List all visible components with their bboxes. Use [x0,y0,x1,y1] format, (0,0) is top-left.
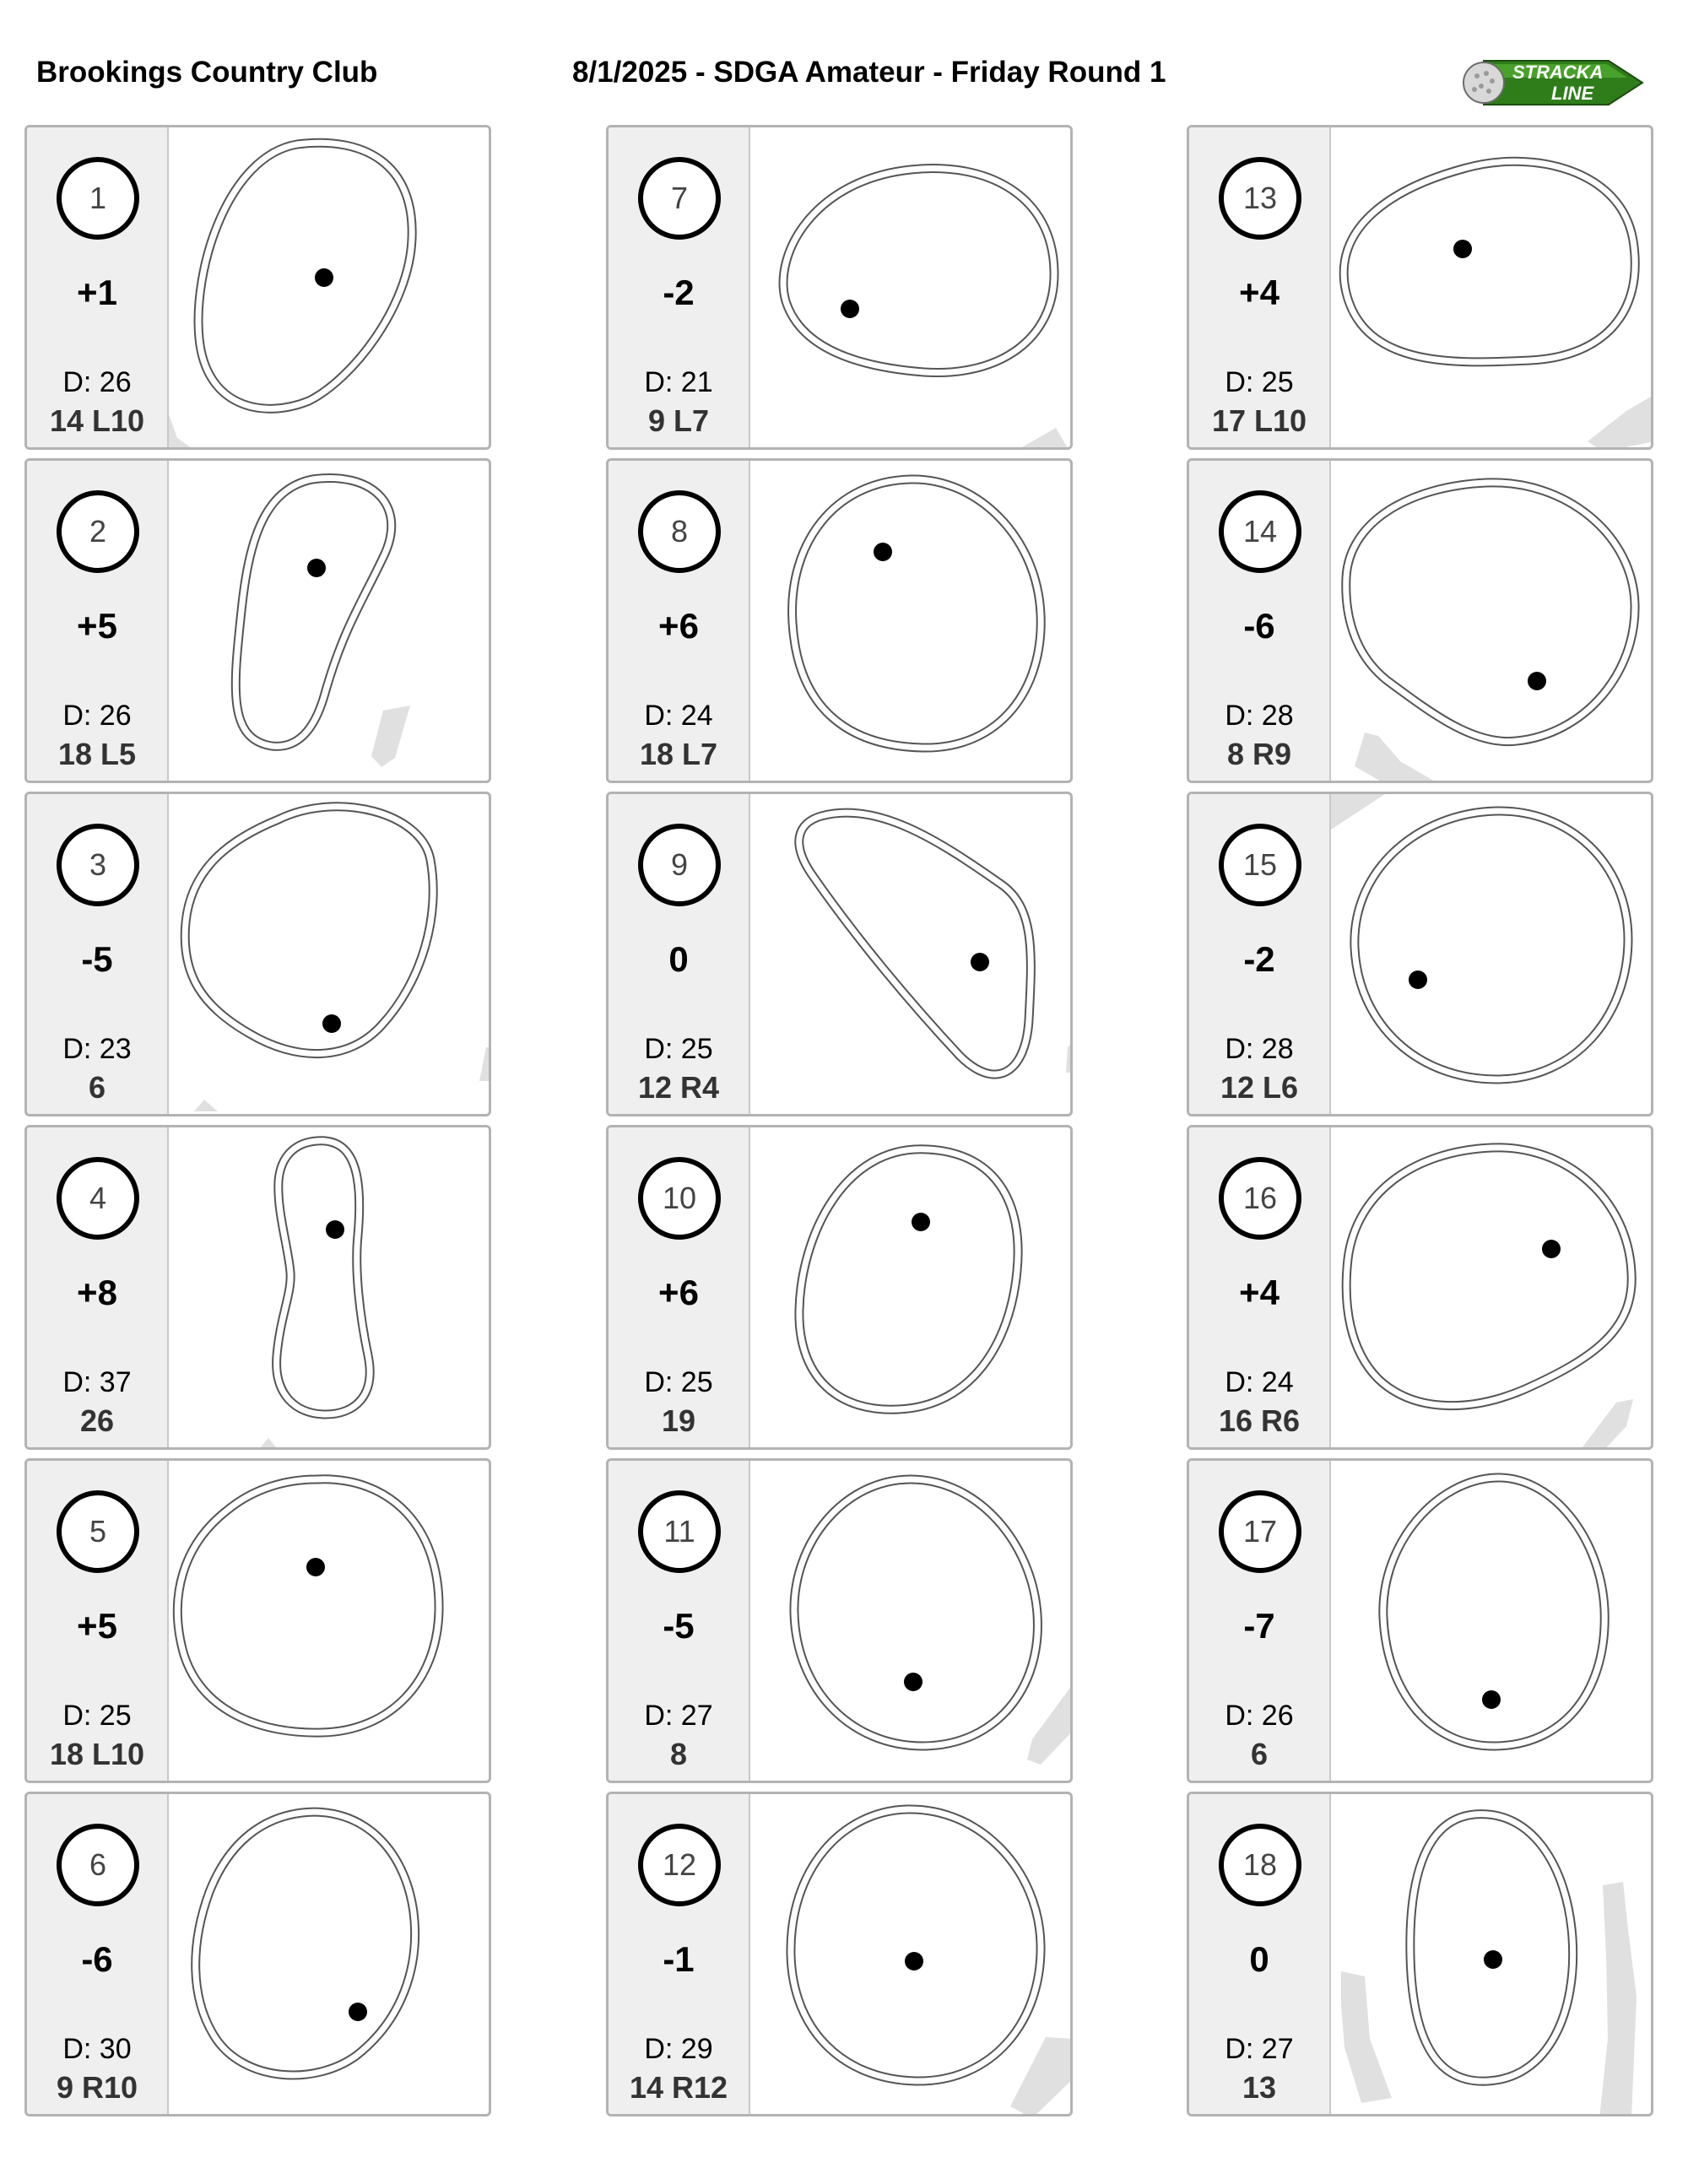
green-outline [196,1812,415,2075]
logo-text-top: STRACKA [1512,62,1604,83]
hole-distance: D: 29 [644,2033,713,2065]
green-diagram [1331,1127,1652,1448]
pin-marker [874,543,892,561]
hole-score: 0 [1249,1939,1269,1979]
hole-distance: D: 27 [1225,2033,1294,2065]
hole-number: 6 [57,1824,139,1906]
pin-marker [1482,1690,1501,1709]
green-diagram [750,461,1071,781]
hole-score: -6 [81,1939,113,1979]
hole-distance: D: 24 [1225,1366,1294,1398]
pin-marker [1453,240,1472,258]
pin-position: 8 R9 [1226,737,1292,771]
hole-info [27,1794,169,2114]
hole-distance: D: 26 [62,700,132,732]
green-diagram [169,127,490,448]
hole-number: 5 [57,1490,139,1573]
bunker-shape [1027,1682,1071,1765]
pin-position: 19 [661,1403,696,1438]
hole-card-2 [24,458,491,783]
hole-distance: D: 23 [62,1033,132,1065]
green-diagram [1331,1794,1652,2115]
hole-info [609,1127,750,1447]
green-outline [799,1149,1018,1409]
green-diagram [169,461,490,781]
hole-distance: D: 25 [62,1700,132,1732]
pin-position: 6 [88,1070,106,1105]
hole-number: 9 [638,824,721,906]
hole-distance: D: 25 [644,1366,713,1398]
logo-text-bottom: LINE [1551,83,1594,104]
hole-info [27,1127,169,1447]
green-diagram [169,1461,490,1781]
pin-marker [971,953,989,971]
pin-marker [1484,1950,1502,1969]
pin-position: 12 R4 [637,1070,720,1105]
hole-card-3 [24,792,491,1116]
green-diagram [1331,1461,1652,1781]
event-title: 8/1/2025 - SDGA Amateur - Friday Round 1 [572,56,1166,89]
hole-score: -7 [1243,1606,1275,1646]
hole-card-5 [24,1458,491,1783]
hole-score: +5 [77,1606,117,1646]
pin-position: 17 L10 [1211,403,1307,438]
hole-info [27,1461,169,1781]
hole-info [609,461,750,781]
green-outline [799,813,1031,1074]
pin-marker [1409,970,1427,989]
hole-distance: D: 27 [644,1700,713,1732]
hole-number: 13 [1219,157,1301,240]
pin-position: 9 L7 [647,403,710,438]
hole-score: +4 [1239,273,1280,312]
green-outline [783,169,1054,373]
hole-distance: D: 26 [62,366,132,398]
bunker-shape [371,705,410,767]
pin-position: 18 L10 [49,1737,145,1771]
hole-card-16 [1187,1125,1653,1450]
pin-position: 18 L7 [639,737,718,771]
green-diagram [169,1794,490,2115]
pin-position: 18 L5 [57,737,137,771]
hole-distance: D: 28 [1225,1033,1294,1065]
hole-score: -5 [81,939,113,979]
hole-number: 15 [1219,824,1301,906]
bunker-shape [1588,394,1652,448]
green-diagram [750,1127,1071,1448]
bunker-shape [1341,1971,1392,2103]
hole-score: +4 [1239,1273,1280,1312]
hole-card-4 [24,1125,491,1450]
hole-number: 17 [1219,1490,1301,1573]
bunker-shape [1355,733,1441,781]
hole-card-17 [1187,1458,1653,1783]
pin-marker [307,559,326,577]
hole-info [609,1461,750,1781]
bunker-shape [1066,1044,1071,1073]
hole-score: -2 [1243,939,1275,979]
hole-distance: D: 25 [1225,366,1294,398]
pin-marker [326,1220,344,1239]
pin-marker [1528,672,1546,690]
pin-marker [841,300,859,318]
hole-card-12 [606,1792,1073,2116]
hole-card-6 [24,1792,491,2116]
green-outline [198,143,412,408]
hole-info [1189,1461,1331,1781]
hole-score: +1 [77,273,117,312]
hole-number: 12 [638,1824,721,1906]
bunker-shape [1579,1399,1633,1448]
golf-ball-icon [1463,62,1504,103]
hole-info [1189,794,1331,1114]
green-diagram [750,1794,1071,2115]
hole-number: 2 [57,490,139,573]
pin-position: 16 R6 [1218,1403,1301,1438]
pin-position: 26 [79,1403,115,1438]
green-diagram [169,1127,490,1448]
hole-score: -5 [663,1606,695,1646]
hole-score: +8 [77,1273,117,1312]
hole-number: 14 [1219,490,1301,573]
hole-score: -1 [663,1939,695,1979]
pin-marker [912,1213,930,1231]
hole-card-7 [606,125,1073,450]
bunker-shape [1331,794,1385,830]
bunker-shape [1599,1882,1637,2115]
hole-info [609,127,750,447]
green-diagram [750,794,1071,1115]
pin-marker [904,1673,922,1691]
hole-card-13 [1187,125,1653,450]
hole-card-1 [24,125,491,450]
hole-score: -2 [663,273,695,312]
hole-card-14 [1187,458,1653,783]
hole-info [609,794,750,1114]
hole-distance: D: 21 [644,366,713,398]
hole-info [1189,1794,1331,2114]
hole-info [609,1794,750,2114]
pin-marker [1542,1240,1561,1258]
pin-marker [315,268,333,287]
green-outline [235,478,391,746]
pin-position: 13 [1242,2070,1277,2105]
hole-number: 16 [1219,1157,1301,1240]
bunker-shape [1020,428,1068,448]
pin-position: 14 L10 [49,403,145,438]
green-diagram [1331,461,1652,781]
green-diagram [1331,127,1652,448]
pin-marker [349,2003,367,2021]
hole-score: +5 [77,606,117,646]
hole-score: +6 [658,1273,699,1312]
green-diagram [1331,794,1652,1115]
hole-distance: D: 25 [644,1033,713,1065]
hole-card-10 [606,1125,1073,1450]
bunker-shape [260,1438,277,1448]
club-name: Brookings Country Club [36,56,378,89]
pin-position: 9 R10 [56,2070,138,2105]
hole-info [27,794,169,1114]
hole-distance: D: 37 [62,1366,132,1398]
hole-number: 1 [57,157,139,240]
pin-marker [905,1952,923,1970]
hole-number: 3 [57,824,139,906]
hole-info [1189,127,1331,447]
green-outline [1344,161,1635,362]
hole-distance: D: 28 [1225,700,1294,732]
pin-marker [306,1558,325,1576]
hole-card-11 [606,1458,1073,1783]
hole-number: 11 [638,1490,721,1573]
hole-number: 4 [57,1157,139,1240]
pin-position: 6 [1250,1737,1269,1771]
bunker-shape [479,1047,490,1081]
hole-number: 18 [1219,1824,1301,1906]
pin-position: 14 R12 [629,2070,728,2105]
hole-info [1189,461,1331,781]
stracka-line-logo [1458,52,1644,113]
bunker-shape [169,414,197,448]
hole-score: 0 [668,939,689,979]
hole-info [27,127,169,447]
pin-position: 8 [669,1737,688,1771]
hole-number: 8 [638,490,721,573]
green-diagram [750,1461,1071,1781]
hole-info [1189,1127,1331,1447]
hole-card-8 [606,458,1073,783]
hole-number: 7 [638,157,721,240]
hole-card-15 [1187,792,1653,1116]
hole-distance: D: 24 [644,700,713,732]
hole-number: 10 [638,1157,721,1240]
bunker-shape [194,1100,218,1111]
hole-distance: D: 30 [62,2033,132,2065]
hole-score: -6 [1243,606,1275,646]
hole-score: +6 [658,606,699,646]
hole-card-9 [606,792,1073,1116]
hole-card-18 [1187,1792,1653,2116]
hole-info [27,461,169,781]
pin-position: 12 L6 [1220,1070,1299,1105]
green-diagram [169,794,490,1115]
hole-distance: D: 26 [1225,1700,1294,1732]
green-diagram [750,127,1071,448]
pin-marker [322,1014,341,1033]
bunker-shape [1010,2037,1071,2115]
